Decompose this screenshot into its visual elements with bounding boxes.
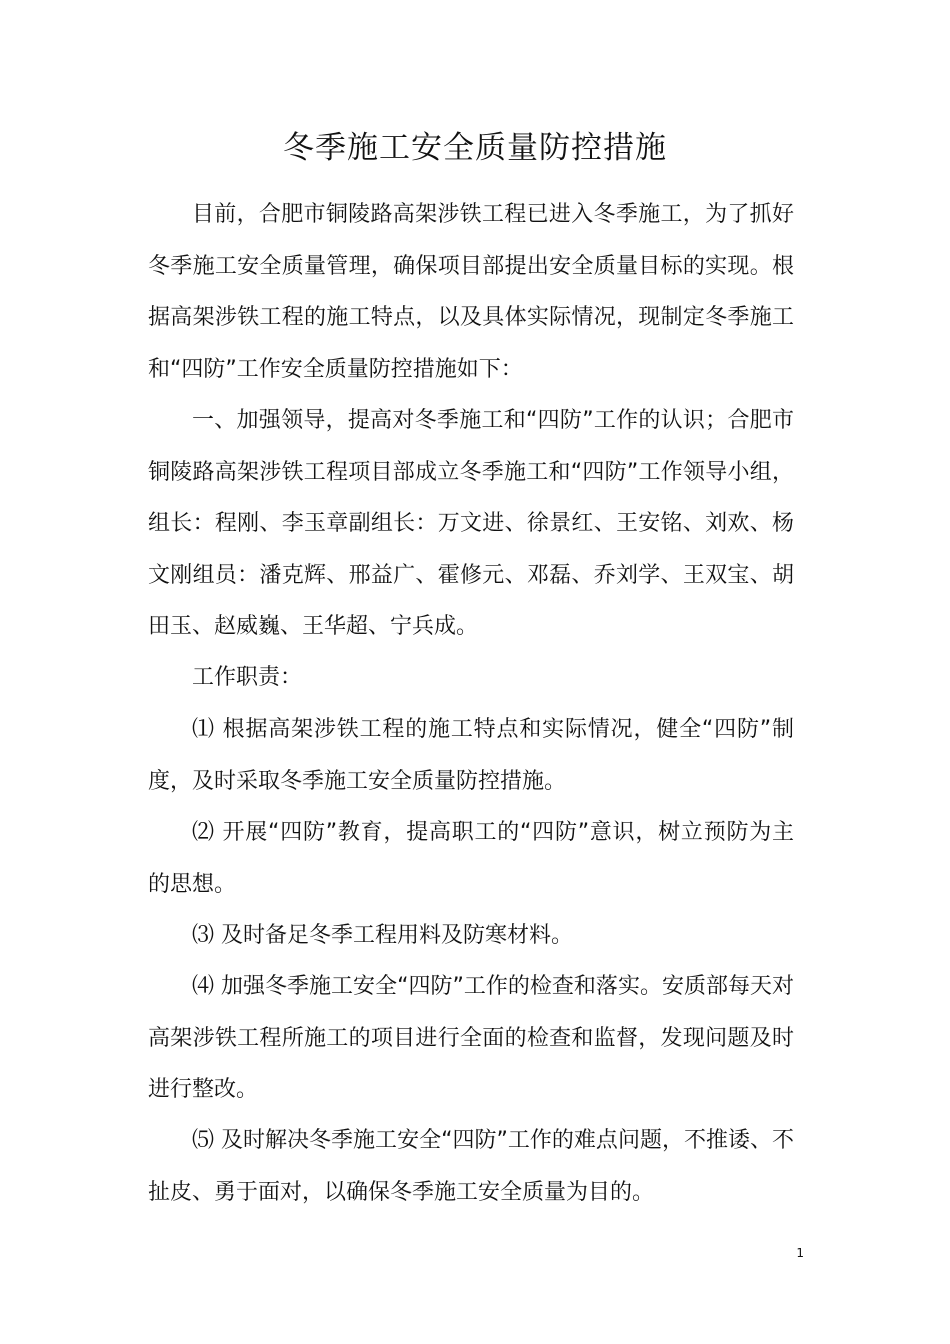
duty-item-5: ⑸ 及时解决冬季施工安全“四防”工作的难点问题，不推诿、不扯皮、勇于面对，以确保冬季施工安全质量为目的。	[148, 1128, 794, 1205]
duty-item-2: ⑵ 开展“四防”教育，提高职工的“四防”意识，树立预防为主的思想。	[148, 820, 794, 897]
duty-item-1: ⑴ 根据高架涉铁工程的施工特点和实际情况，健全“四防”制度，及时采取冬季施工安全质量防控措施。	[148, 717, 794, 794]
page-title: 冬季施工安全质量防控措施	[283, 130, 667, 166]
intro-paragraph: 目前，合肥市铜陵路高架涉铁工程已进入冬季施工，为了抓好冬季施工安全质量管理，确保项目部提出安全质量目标的实现。根据高架涉铁工程的施工特点，以及具体实际情况，现制定冬季施工和“四防”工作安全质量防控措施如下：	[148, 202, 794, 382]
duties-heading: 工作职责：	[192, 665, 303, 690]
leadership-paragraph: 一、加强领导，提高对冬季施工和“四防”工作的认识；合肥市铜陵路高架涉铁工程项目部成立冬季施工和“四防”工作领导小组，组长：程刚、李玉章副组长：万文进、徐景红、王安铭、刘欢、杨文刚组员：潘克辉、邢益广、霍修元、邓磊、乔刘学、王双宝、胡田玉、赵威巍、王华超、宁兵成。	[148, 408, 794, 639]
duty-item-4: ⑷ 加强冬季施工安全“四防”工作的检查和落实。安质部每天对高架涉铁工程所施工的项目进行全面的检查和监督，发现问题及时进行整改。	[148, 974, 794, 1102]
page-number: 1	[796, 1246, 804, 1260]
duty-item-3: ⑶ 及时备足冬季工程用料及防寒材料。	[192, 923, 573, 948]
